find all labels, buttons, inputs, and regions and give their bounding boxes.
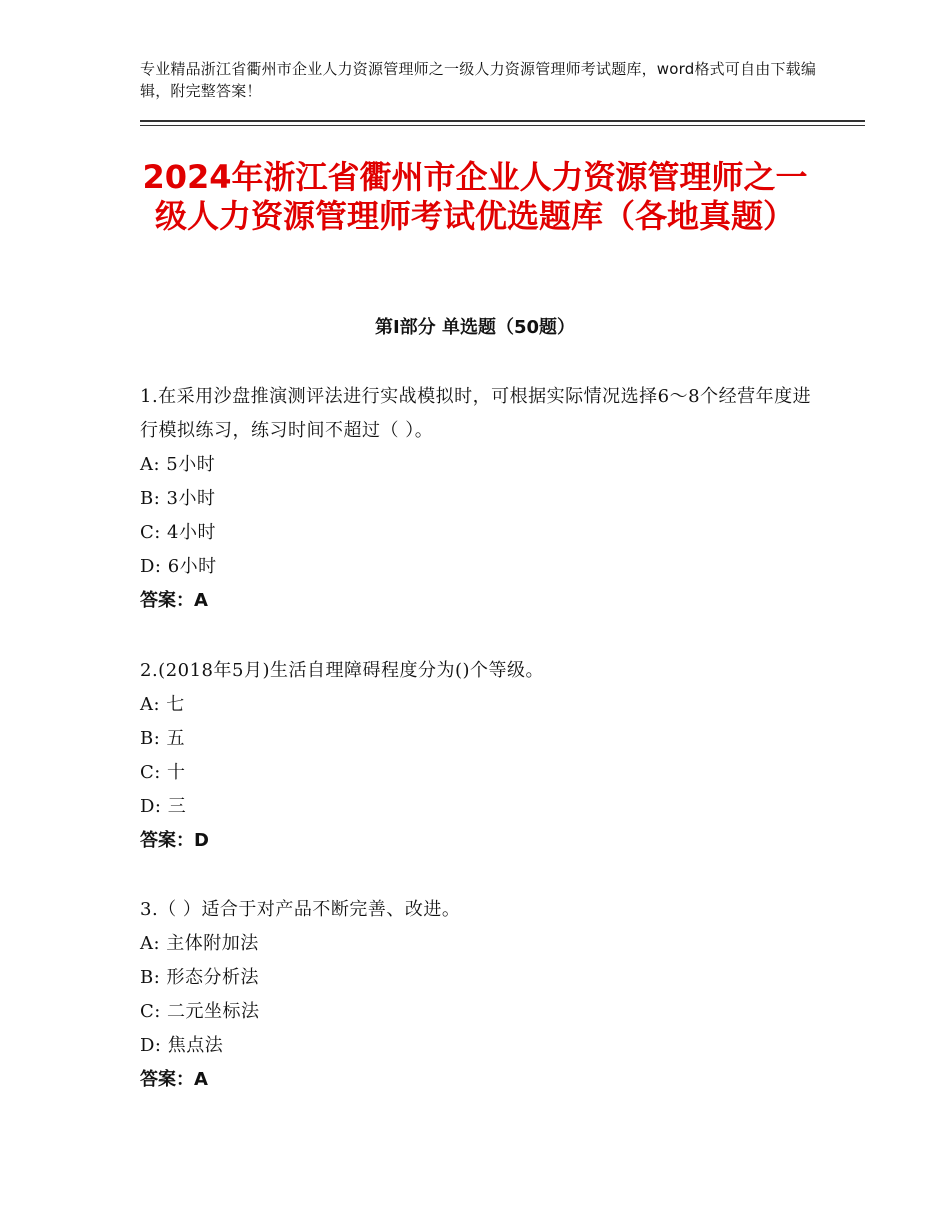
section-title: 第Ⅰ部分 单选题（50题） xyxy=(374,317,575,338)
option-c: C: 二元坐标法 xyxy=(140,1001,260,1022)
option-d: D: 6小时 xyxy=(140,556,217,577)
option-d: D: 三 xyxy=(140,796,187,817)
option-a: A: 七 xyxy=(140,694,185,715)
header-divider-thick xyxy=(140,120,865,122)
question-1 xyxy=(140,380,820,618)
option-c: C: 4小时 xyxy=(140,522,217,543)
option-b: B: 形态分析法 xyxy=(140,967,260,988)
option-d: D: 焦点法 xyxy=(140,1035,224,1056)
question-stem: 2.(2018年5月)生活自理障碍程度分为()个等级。 xyxy=(140,660,545,681)
answer: 答案：A xyxy=(140,590,208,611)
header-divider-thin xyxy=(140,125,865,126)
option-a: A: 主体附加法 xyxy=(140,933,259,954)
option-b: B: 3小时 xyxy=(140,488,216,509)
question-stem: 1.在采用沙盘推演测评法进行实战模拟时，可根据实际情况选择6～8个经营年度进行模拟练习，练习时间不超过（ ）。 xyxy=(140,386,812,441)
question-2 xyxy=(140,654,820,858)
option-c: C: 十 xyxy=(140,762,186,783)
header-note: 专业精品浙江省衢州市企业人力资源管理师之一级人力资源管理师考试题库，word格式可自由下载编辑，附完整答案！ xyxy=(140,60,817,100)
option-a: A: 5小时 xyxy=(140,454,216,475)
question-stem: 3.（ ）适合于对产品不断完善、改进。 xyxy=(140,899,461,920)
option-b: B: 五 xyxy=(140,728,186,749)
document-title: 2024年浙江省衢州市企业人力资源管理师之一级人力资源管理师考试优选题库（各地真题） xyxy=(142,158,808,235)
answer: 答案：D xyxy=(140,830,209,851)
answer: 答案：A xyxy=(140,1069,208,1090)
question-3 xyxy=(140,893,820,1097)
